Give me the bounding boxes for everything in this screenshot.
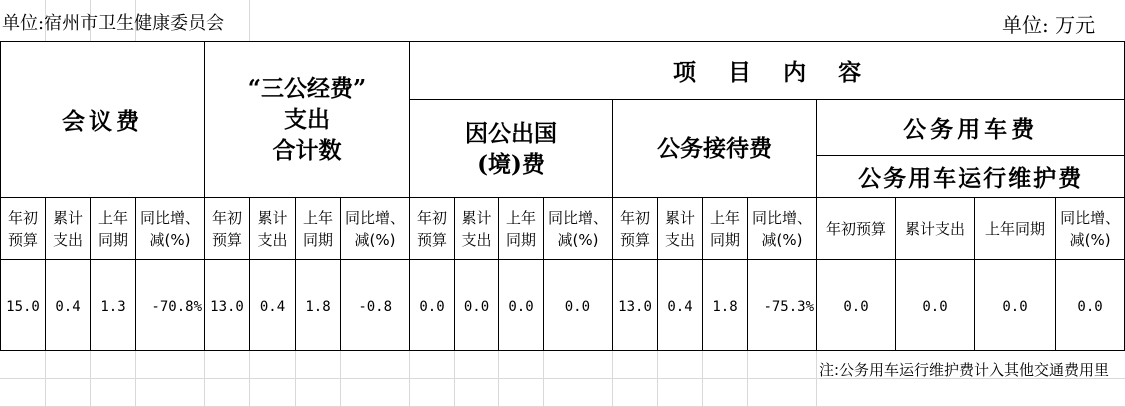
three-public-total-header bbox=[205, 42, 410, 198]
subheader-cell: 累计 支出 bbox=[46, 198, 91, 260]
value-cell: 0.0 bbox=[544, 260, 613, 351]
value-cell: 1.8 bbox=[703, 260, 748, 351]
abroad-fee-line-1: 因公出国 bbox=[465, 119, 558, 147]
value-cell: 0.0 bbox=[975, 260, 1056, 351]
three-public-total-line-3: 合计数 bbox=[272, 137, 342, 164]
subheader-cell: 年初 预算 bbox=[1, 198, 46, 260]
subheader-cell: 累计支出 bbox=[896, 198, 975, 260]
value-cell: 15.0 bbox=[1, 260, 46, 351]
subheader-cell: 同比增、 减(%) bbox=[748, 198, 817, 260]
value-cell: -75.3% bbox=[748, 260, 817, 351]
subheader-cell: 年初 预算 bbox=[410, 198, 455, 260]
subheader-cell: 累计 支出 bbox=[250, 198, 296, 260]
value-cell: 0.0 bbox=[817, 260, 896, 351]
table-row bbox=[1, 260, 1125, 351]
value-cell: 0.0 bbox=[410, 260, 455, 351]
project-content-header: 项 目 内 容 bbox=[410, 42, 1125, 100]
value-cell: -70.8% bbox=[136, 260, 205, 351]
subheader-cell: 同比增、 减(%) bbox=[136, 198, 205, 260]
value-cell: 13.0 bbox=[205, 260, 250, 351]
value-cell: 0.0 bbox=[499, 260, 544, 351]
unit-organization-label: 单位:宿州市卫生健康委员会 bbox=[2, 13, 225, 34]
meeting-fee-header: 会议费 bbox=[1, 42, 205, 198]
reception-fee-header: 公务接待费 bbox=[613, 100, 817, 198]
subheader-cell: 上年 同期 bbox=[703, 198, 748, 260]
abroad-fee-header bbox=[410, 100, 613, 198]
subheader-cell: 上年 同期 bbox=[296, 198, 341, 260]
subheader-cell: 同比增、 减(%) bbox=[1056, 198, 1125, 260]
value-cell: 0.0 bbox=[1056, 260, 1125, 351]
value-cell: 0.4 bbox=[46, 260, 91, 351]
value-cell: 0.0 bbox=[896, 260, 975, 351]
three-public-total-line-1: “三公经费” bbox=[247, 75, 367, 102]
value-cell: 0.0 bbox=[455, 260, 499, 351]
subheader-cell: 年初 预算 bbox=[613, 198, 658, 260]
subheader-cell: 同比增、 减(%) bbox=[341, 198, 410, 260]
subheader-cell: 上年 同期 bbox=[499, 198, 544, 260]
value-cell: 0.4 bbox=[250, 260, 296, 351]
footnote: 注:公务用车运行维护费计入其他交通费用里 bbox=[819, 361, 1110, 379]
subheader-cell: 累计 支出 bbox=[658, 198, 703, 260]
unit-currency-label: 单位: 万元 bbox=[1002, 13, 1096, 37]
subheader-cell: 同比增、 减(%) bbox=[544, 198, 613, 260]
subheader-cell: 上年 同期 bbox=[91, 198, 136, 260]
value-cell: 13.0 bbox=[613, 260, 658, 351]
subheader-cell: 年初预算 bbox=[817, 198, 896, 260]
subheader-cell: 年初 预算 bbox=[205, 198, 250, 260]
value-cell: 1.8 bbox=[296, 260, 341, 351]
subheader-cell: 累计 支出 bbox=[455, 198, 499, 260]
vehicle-operation-fee-header: 公务用车运行维护费 bbox=[817, 156, 1125, 198]
value-cell: 0.4 bbox=[658, 260, 703, 351]
expense-table bbox=[0, 41, 1125, 351]
value-cell: -0.8 bbox=[341, 260, 410, 351]
abroad-fee-line-2: (境)费 bbox=[477, 150, 545, 178]
three-public-total-line-2: 支出 bbox=[284, 106, 331, 133]
vehicle-fee-header: 公务用车费 bbox=[817, 100, 1125, 156]
value-cell: 1.3 bbox=[91, 260, 136, 351]
subheader-cell: 上年同期 bbox=[975, 198, 1056, 260]
